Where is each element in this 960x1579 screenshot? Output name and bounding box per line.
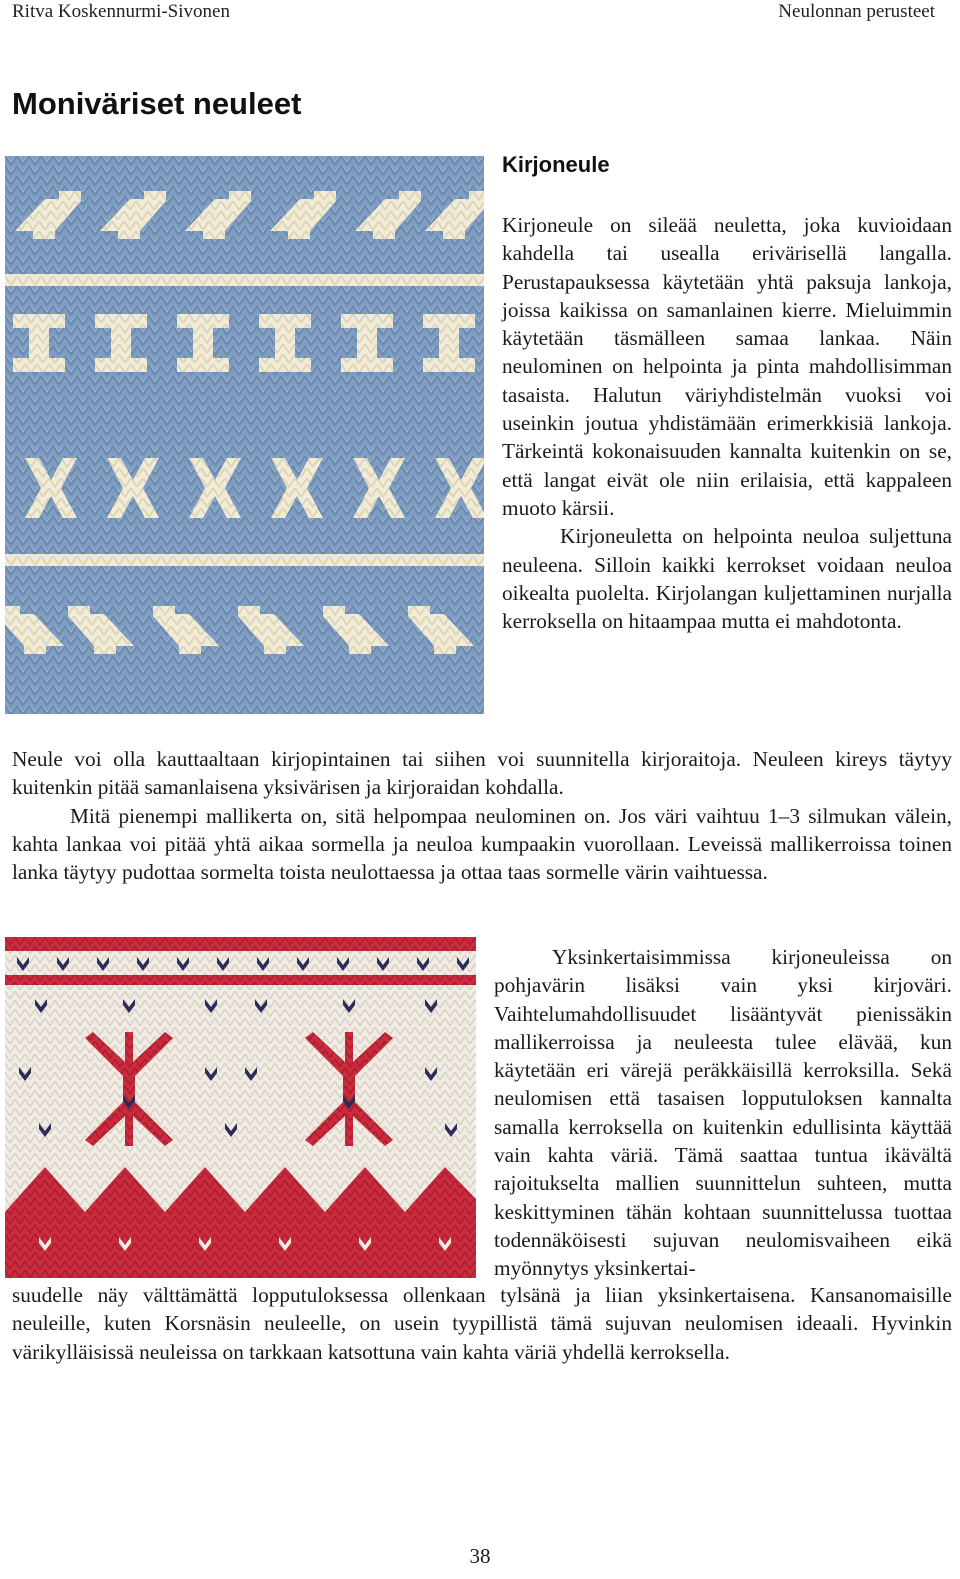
- blue-knit-swatch-image: [5, 156, 484, 714]
- red-knit-swatch-image: [5, 937, 476, 1278]
- body-paragraph-2: Mitä pienempi mallikerta on, sitä helpompaa neulominen on. Jos väri vaihtuu 1–3 silmukan välein, kahta lankaa voi pitää yhtä aikaa sormella ja neuloa kumpaakin vuorollaan. Leveissä mallikerroissa toinen lanka täytyy pudottaa sormelta toista neulottaessa ja ottaa taas sormelle värin vaihtuessa.: [12, 803, 952, 885]
- section-heading: Kirjoneule: [502, 152, 610, 177]
- running-header-title: Neulonnan perusteet: [778, 1, 935, 22]
- page-title: Moniväriset neuleet: [12, 86, 302, 121]
- body-text-block: [12, 745, 952, 886]
- running-header-author: Ritva Koskennurmi-Sivonen: [12, 1, 230, 22]
- intro-text-column: [502, 211, 952, 635]
- body-paragraph-1: Neule voi olla kauttaaltaan kirjopintainen tai siihen voi suunnitella kirjoraitoja. Neuleen kireys täytyy kuitenkin pitää samanlaisena yksivärisen ja kirjoraidan kohdalla.: [12, 747, 952, 800]
- wrap-paragraph-part-1: Yksinkertaisimmissa kirjoneuleissa on pohjavärin lisäksi vain yksi kirjoväri. Vaihtelumahdollisuudet lisääntyvät pienissäkin mallikerroissa ja neuleesta tulee elävää, kun käytetään eri värejä peräkkäisillä kerroksilla. Sekä neulomisen että tasaisen lopputuloksen kannalta samalla kerroksella on kuitenkin edullisinta käyttää vain kahta väriä. Tämä saattaa tuntua ikävältä rajoitukselta mallien suunnittelun suhteen, mutta keskittyminen tähän kohtaan suunnittelussa tuottaa todennäköisesti sujuvan neulomisvaiheen eikä myönnytys yksinkertai-: [494, 945, 952, 1281]
- intro-paragraph-2: Kirjoneuletta on helpointa neuloa suljettuna neuleena. Silloin kaikki kerrokset voidaan neuloa oikealta puolelta. Kirjolangan kuljettaminen nurjalla kerroksella on hitaampaa mutta ei mahdotonta.: [502, 524, 952, 634]
- wrap-text-continuation: [12, 1281, 952, 1366]
- wrap-paragraph-part-2: suudelle näy välttämättä lopputuloksessa ollenkaan tylsänä ja liian yksinkertaisena. Kansanomaisille neuleille, kuten Korsnäsin neuleelle, on usein tyypillistä tämä sujuvan neulomisen ideaali. Hyvinkin värikylläisissä neuleissa on tarkkaan katsottuna vain kahta väriä yhdellä kerroksella.: [12, 1283, 952, 1364]
- wrap-text-column: [494, 943, 952, 1283]
- page-number: 38: [469, 1544, 491, 1568]
- intro-paragraph-1: Kirjoneule on sileää neuletta, joka kuvioidaan kahdella tai usealla erivärisellä langalla. Perustapauksessa käytetään yhtä paksuja lankoja, joissa kaikissa on samanlainen kierre. Mieluimmin käytetään täsmälleen samaa lankaa. Näin neulominen on helpointa ja pinta mahdollisimman tasaista. Halutun väriyhdistelmän vuoksi voi useinkin joutua yhdistämään erimerkkisiä lankoja. Tärkeintä kokonaisuuden kannalta kuitenkin on se, että langat eivät ole niin erilaisia, että kappaleen muoto kärsii.: [502, 213, 952, 520]
